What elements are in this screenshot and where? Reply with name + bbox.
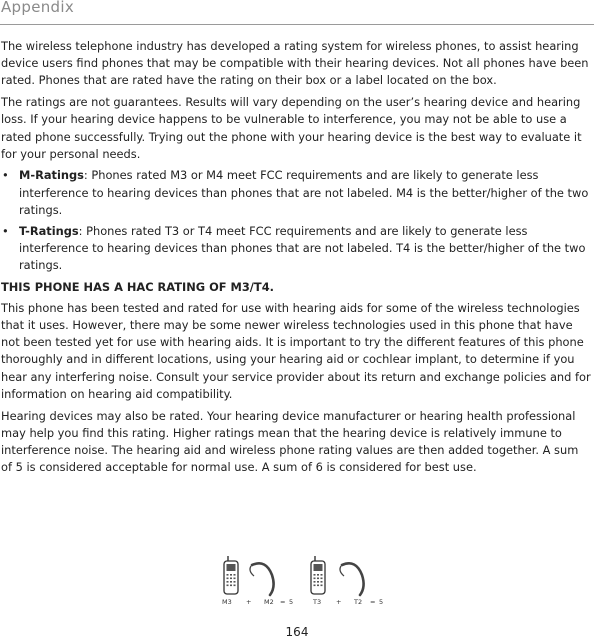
page-header	[0, 0, 594, 25]
phone-icon	[224, 556, 238, 594]
page-number: 164	[285, 625, 309, 639]
phone-icon	[311, 556, 325, 594]
equals-sign: =	[370, 598, 376, 606]
m-ratings-description: : Phones rated M3 or M4 meet FCC requirements and are likely to generate less interference to hearing devices than phones that are not labeled. M4 is the better/higher of the two ratings.	[19, 168, 589, 217]
m-aid-rating-label: M2	[264, 598, 274, 606]
paragraph-hearing-devices: Hearing devices may also be rated. Your hearing device manufacturer or hearing health professional may help you find this rating. Higher ratings mean that the hearing device is relatively immune to interference noise. The hearing aid and wireless phone rating values are then added together. A sum of 5 is considered acceptable for normal use. A sum of 6 is considered for best use.	[1, 408, 579, 475]
plus-sign: +	[246, 598, 252, 606]
list-item-t-ratings	[1, 223, 591, 275]
body-text	[1, 38, 591, 481]
bullet-marker: •	[2, 168, 9, 183]
ratings-list	[1, 167, 591, 274]
term-t-ratings: T-Ratings	[19, 224, 79, 239]
hearing-aid-icon	[250, 563, 274, 595]
paragraph-intro: The wireless telephone industry has developed a rating system for wireless phones, to assist hearing device users find phones that may be compatible with their hearing devices. Not all phones have been rated. Phones that are rated have the rating on their box or a label located on the box.	[1, 39, 589, 88]
hac-rating-notice: THIS PHONE HAS A HAC RATING OF M3/T4.	[1, 279, 274, 294]
list-item-m-ratings	[1, 167, 591, 219]
paragraph-testing: This phone has been tested and rated for use with hearing aids for some of the wireless technologies that it uses. However, there may be some newer wireless technologies used in this phone that have not been tested yet for use with hearing aids. It is important to try the different features of this phone thoroughly and in different locations, using your hearing aid or cochlear implant, to determine if you hear any interfering noise. Consult your service provider about its return and exchange policies and for information on hearing aid compatibility.	[1, 300, 591, 401]
t-sum-value: 5	[379, 598, 384, 606]
t-aid-rating-label: T2	[354, 598, 363, 606]
term-m-ratings: M-Ratings	[19, 168, 84, 183]
hearing-aid-icon	[340, 563, 364, 595]
section-title: Appendix	[1, 0, 75, 16]
t-ratings-description: : Phones rated T3 or T4 meet FCC requirements and are likely to generate less interference to hearing devices than phones that are not labeled. T4 is the better/higher of the two ratings.	[19, 224, 586, 273]
paragraph-guarantees: The ratings are not guarantees. Results will vary depending on the user’s hearing device and hearing loss. If your hearing device happens to be vulnerable to interference, you may not be able to use a rated phone successfully. Trying out the phone with your hearing device is the best way to evaluate it for your personal needs.	[1, 95, 582, 161]
equals-sign: =	[280, 598, 286, 606]
plus-sign: +	[336, 598, 342, 606]
m-phone-rating-label: M3	[222, 598, 232, 606]
m-sum-value: 5	[289, 598, 294, 606]
hac-rating-diagram	[220, 555, 390, 607]
bullet-marker: •	[2, 224, 9, 239]
t-phone-rating-label: T3	[313, 598, 322, 606]
